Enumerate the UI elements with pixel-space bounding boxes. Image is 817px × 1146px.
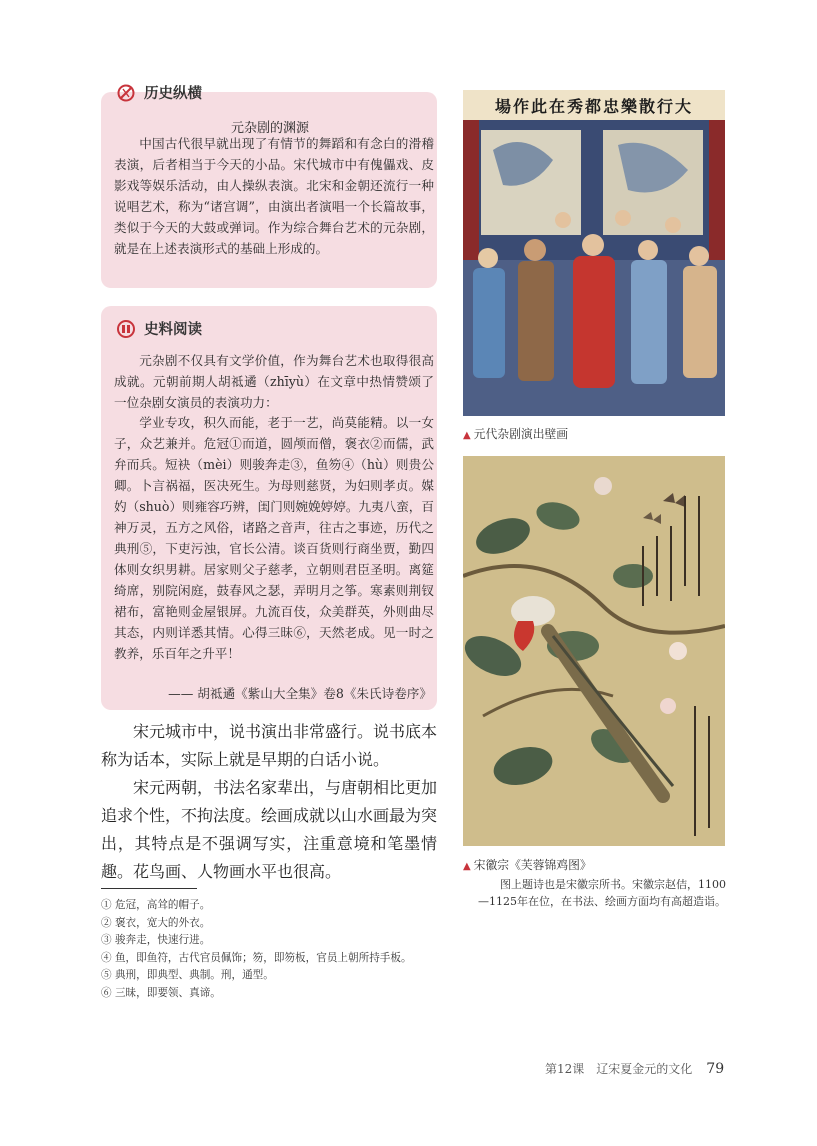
- figure1-caption: ▲ 元代杂剧演出壁画: [463, 427, 569, 441]
- source-reading-label: 史料阅读: [144, 322, 202, 338]
- history-scroll-icon: [116, 83, 136, 103]
- figure2-description: 图上题诗也是宋徽宗所书。宋徽宗赵佶，1100 —1125年在位，在书法、绘画方面均有高超造诣。: [478, 878, 726, 908]
- footnote-item: ⑤ 典刑，即典型、典制。刑，通型。: [101, 969, 274, 981]
- main-paragraph-storytelling: 宋元城市中，说书演出非常盛行。说书底本称为话本，实际上就是早期的白话小说。: [101, 722, 438, 769]
- source-reading-header: [116, 318, 202, 339]
- history-box-header: [116, 82, 202, 103]
- footnote-item: ② 褒衣，宽大的外衣。: [101, 916, 211, 929]
- footnote-item: ① 危冠，高耸的帽子。: [101, 899, 211, 911]
- footnote-item: ③ 骏奔走，快速行进。: [101, 934, 211, 946]
- footnote-item: ⑥ 三昧，即要领、真谛。: [101, 986, 221, 999]
- lesson-title: 第12课 辽宋夏金元的文化: [545, 1062, 693, 1076]
- caption-triangle-icon: ▲: [463, 861, 471, 872]
- page-number: 79: [706, 1061, 725, 1077]
- history-box-label: 历史纵横: [144, 86, 202, 102]
- book-icon: [116, 319, 136, 339]
- source-reading-intro: 元杂剧不仅具有文学价值，作为舞台艺术也取得很高成就。元朝前期人胡祗遹（zhīyù）在文章中热情赞颂了一位杂剧女演员的表演功力：: [114, 353, 434, 410]
- history-box-title: 元杂剧的渊源: [230, 121, 309, 136]
- page-footer: [545, 1060, 724, 1077]
- footnotes: [101, 897, 461, 1002]
- figure2-caption: ▲ 宋徽宗《芙蓉锦鸡图》: [463, 858, 592, 872]
- yuan-opera-mural: [463, 90, 725, 416]
- source-reading-quote: 学业专攻，积久而能，老于一艺，尚莫能精。以一女子，众艺兼并。危冠①而道，圆颅而僧，褒衣②而儒，武弁而兵。短袂（mèi）则骏奔走③，鱼笏④（hù）则贵公卿。卜言祸福，医决死生。为母则慈贤，为妇则孝贞。媒妁（shuò）则雍容巧辨，闺门则婉娩婷婷。九夷八蛮，百神万灵，五方之风俗，诸路之音声，往古之事迹，历代之典刑⑤，下吏污浊，官长公清。谈百货则行商坐贾，勤四体则女织男耕。居家则父子慈孝，立朝则君臣圣明。离筵绮席，别院闲庭，鼓春风之瑟，弄明月之筝。寒素则荆钗裙布，富艳则金屋银屏。九流百伎，众美群英，外则曲尽其态，内则详悉其情。心得三昧⑥，天然老成。见一时之教养，乐百年之升平！: [114, 415, 434, 661]
- source-citation: —— 胡祗遹《紫山大全集》卷8《朱氏诗卷序》: [168, 686, 432, 701]
- hibiscus-pheasant-painting: [463, 456, 725, 846]
- main-paragraph-calligraphy-painting: 宋元两朝，书法名家辈出，与唐朝相比更加追求个性，不拘法度。绘画成就以山水画最为突出，其特点是不强调写实，注重意境和笔墨情趣。花鸟画、人物画水平也很高。: [101, 778, 438, 881]
- history-box-text: 中国古代很早就出现了有情节的舞蹈和有念白的滑稽表演，后者相当于今天的小品。宋代城市中有傀儡戏、皮影戏等娱乐活动，由人操纵表演。北宋和金朝还流行一种说唱艺术，称为“诸宫调”，由演出者演唱一个长篇故事，类似于今天的大鼓或弹词。作为综合舞台艺术的元杂剧，就是在上述表演形式的基础上形成的。: [114, 136, 434, 256]
- mural-banner-text: 大行散樂忠都秀在此作場: [494, 97, 693, 116]
- footnote-item: ④ 鱼，即鱼符，古代官员佩饰；笏，即笏板，官员上朝所持手板。: [101, 951, 412, 964]
- footnote-divider: [101, 888, 197, 889]
- caption-triangle-icon: ▲: [463, 430, 471, 441]
